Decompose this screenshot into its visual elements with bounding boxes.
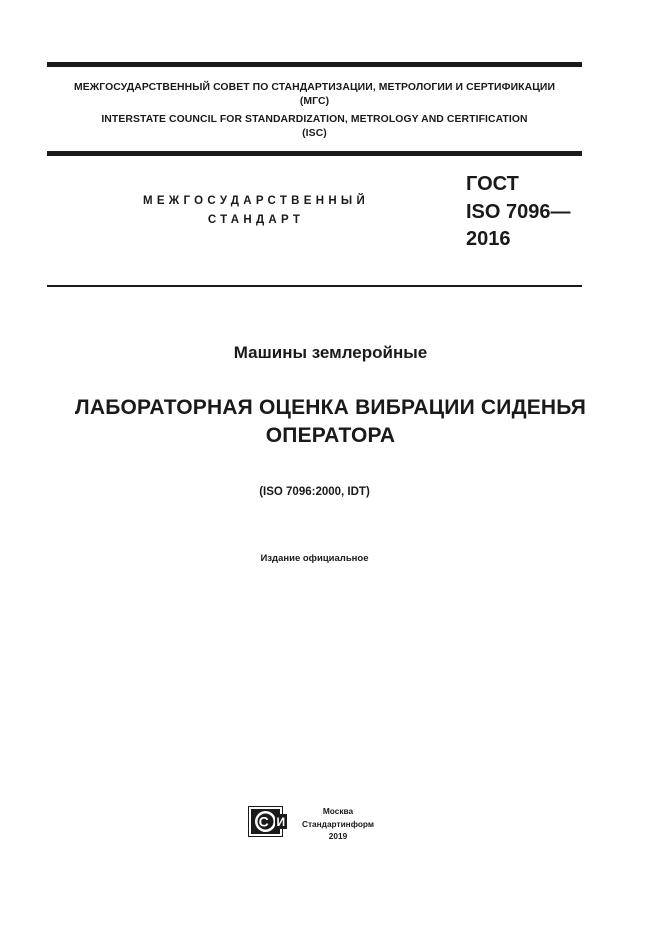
standard-designation	[466, 171, 571, 254]
title-line-2: ОПЕРАТОРА	[265, 424, 396, 447]
iso-reference: (ISO 7096:2000, IDT)	[259, 486, 370, 498]
svg-text:И: И	[276, 815, 286, 829]
designation-line-2: ISO 7096—	[466, 200, 571, 223]
edition-note: Издание официальное	[260, 553, 369, 564]
publication-year: 2019	[328, 831, 348, 841]
document-subtitle: Машины землеройные	[233, 343, 428, 362]
council-name-ru	[47, 81, 582, 108]
document-title	[20, 394, 641, 450]
middle-rule	[47, 151, 582, 156]
council-ru-abbr: (МГС)	[299, 95, 330, 107]
publisher-name: Стандартинформ	[302, 818, 375, 829]
svg-text:C: C	[258, 813, 269, 830]
designation-line-1: ГОСТ	[466, 173, 519, 195]
standartinform-logo-icon	[248, 806, 288, 837]
council-en-line: INTERSTATE COUNCIL FOR STANDARDIZATION, METROLOGY AND CERTIFICATION	[101, 114, 528, 125]
publisher-city: Москва	[322, 806, 354, 816]
council-name-en	[47, 113, 582, 140]
standard-type-line-2: СТАНДАРТ	[207, 214, 305, 226]
top-rule	[47, 62, 582, 67]
title-line-1: ЛАБОРАТОРНАЯ ОЦЕНКА ВИБРАЦИИ СИДЕНЬЯ	[74, 396, 587, 419]
bottom-rule	[47, 285, 582, 287]
council-en-abbr: (ISC)	[302, 127, 327, 139]
designation-line-3: 2016	[466, 228, 511, 250]
standard-type-line-1: МЕЖГОСУДАРСТВЕННЫЙ	[142, 195, 370, 207]
publisher-imprint	[302, 805, 374, 843]
council-ru-line: МЕЖГОСУДАРСТВЕННЫЙ СОВЕТ ПО СТАНДАРТИЗАЦИИ, МЕТРОЛОГИИ И СЕРТИФИКАЦИИ	[73, 82, 556, 93]
